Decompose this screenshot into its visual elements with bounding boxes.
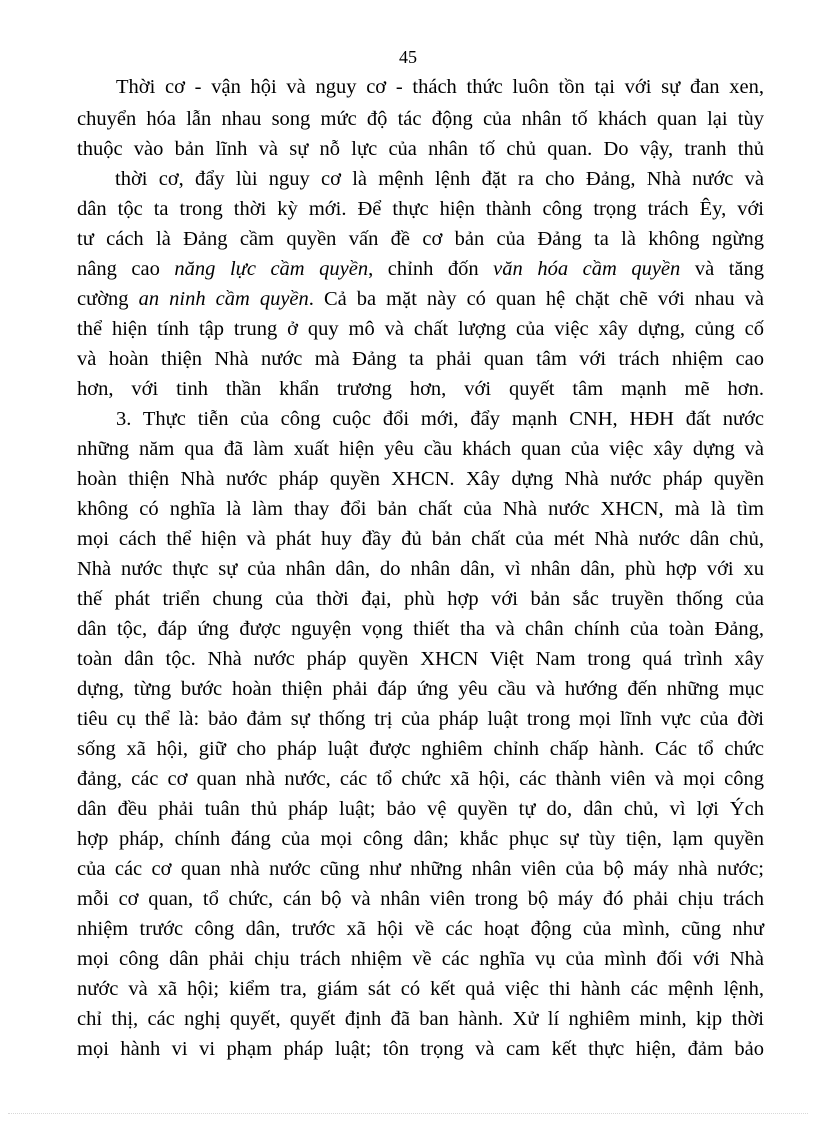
text-line: dân tộc ta trong thời kỳ mới. Để thực hiện thành công trọng trách Êy, với xyxy=(77,198,764,220)
page-number: 45 xyxy=(399,47,417,67)
text-line: hoàn thiện Nhà nước pháp quyền XHCN. Xây dựng Nhà nước pháp quyền xyxy=(77,468,764,490)
text-line: tư cách là Đảng cầm quyền vấn đề cơ bản của Đảng ta là không ngừng xyxy=(77,228,764,250)
text-line: sống xã hội, giữ cho pháp luật được nghiêm chỉnh chấp hành. Các tổ chức xyxy=(77,738,764,760)
emphasis-text: an ninh cầm quyền xyxy=(138,288,309,310)
text-line: Thời cơ - vận hội và nguy cơ - thách thức luôn tồn tại với sự đan xen, xyxy=(116,76,764,98)
text-line: mỗi cơ quan, tổ chức, cán bộ và nhân viên trong bộ máy đó phải chịu trách xyxy=(77,888,764,910)
text-line: thế phát triển chung của thời đại, phù hợp với bản sắc truyền thống của xyxy=(77,588,764,610)
text-line: hợp pháp, chính đáng của mọi công dân; khắc phục sự tùy tiện, lạm quyền xyxy=(77,828,764,850)
text-line: và hoàn thiện Nhà nước mà Đảng ta phải quan tâm với trách nhiệm cao xyxy=(77,348,764,370)
text-line: không có nghĩa là làm thay đổi bản chất của Nhà nước XHCN, mà là tìm xyxy=(77,498,764,520)
page-bottom-divider xyxy=(8,1113,808,1114)
emphasis-text: văn hóa cầm quyền xyxy=(493,258,681,280)
text-line: nhiệm trước công dân, trước xã hội về các hoạt động của mình, cũng như xyxy=(77,918,764,940)
text-line: thời cơ, đẩy lùi nguy cơ là mệnh lệnh đặt ra cho Đảng, Nhà nước và xyxy=(115,168,764,190)
text-line: nâng cao năng lực cầm quyền, chỉnh đốn văn hóa cầm quyền và tăng xyxy=(77,258,765,280)
text-line: dân đều phải tuân thủ pháp luật; bảo vệ quyền tự do, dân chủ, vì lợi Ých xyxy=(77,798,764,820)
text-line: nước và xã hội; kiểm tra, giám sát có kết quả việc thi hành các mệnh lệnh, xyxy=(77,978,764,1000)
emphasis-text: năng lực cầm quyền xyxy=(174,258,369,280)
text-line: toàn dân tộc. Nhà nước pháp quyền XHCN Việt Nam trong quá trình xây xyxy=(77,648,764,670)
text-line: tiêu cụ thể là: bảo đảm sự thống trị của pháp luật trong mọi lĩnh vực của đời xyxy=(77,708,764,730)
text-line: thuộc vào bản lĩnh và sự nỗ lực của nhân tố chủ quan. Do vậy, tranh thủ xyxy=(77,138,764,160)
text-line: dựng, từng bước hoàn thiện phải đáp ứng yêu cầu và hướng đến những mục xyxy=(77,678,764,700)
text-line: những năm qua đã làm xuất hiện yêu cầu khách quan của việc xây dựng và xyxy=(77,438,764,460)
text-line: 3. Thực tiễn của công cuộc đổi mới, đẩy mạnh CNH, HĐH đất nước xyxy=(116,408,764,430)
text-line: thể hiện tính tập trung ở quy mô và chất lượng của việc xây dựng, củng cố xyxy=(77,318,764,340)
text-line: mọi hành vi vi phạm pháp luật; tôn trọng và cam kết thực hiện, đảm bảo xyxy=(77,1038,764,1060)
text-line: mọi công dân phải chịu trách nhiệm về các nghĩa vụ của mình đối với Nhà xyxy=(77,948,764,970)
text-line: của các cơ quan nhà nước cũng như những nhân viên của bộ máy nhà nước; xyxy=(77,858,764,880)
text-line: đảng, các cơ quan nhà nước, các tổ chức xã hội, các thành viên và mọi công xyxy=(77,768,764,790)
text-line: hơn, với tinh thần khẩn trương hơn, với quyết tâm mạnh mẽ hơn. xyxy=(77,378,764,400)
text-line: chỉ thị, các nghị quyết, quyết định đã ban hành. Xử lí nghiêm minh, kịp thời xyxy=(77,1008,764,1030)
text-line: mọi cách thể hiện và phát huy đầy đủ bản chất của mét Nhà nước dân chủ, xyxy=(77,528,764,550)
text-line: chuyển hóa lẫn nhau song mức độ tác động của nhân tố khách quan lại tùy xyxy=(77,108,764,130)
text-line: dân tộc, đáp ứng được nguyện vọng thiết tha và chân chính của toàn Đảng, xyxy=(77,618,764,640)
text-line: Nhà nước thực sự của nhân dân, do nhân dân, vì nhân dân, phù hợp với xu xyxy=(77,558,764,580)
text-line: cường an ninh cầm quyền. Cả ba mặt này có quan hệ chặt chẽ với nhau và xyxy=(77,288,764,310)
